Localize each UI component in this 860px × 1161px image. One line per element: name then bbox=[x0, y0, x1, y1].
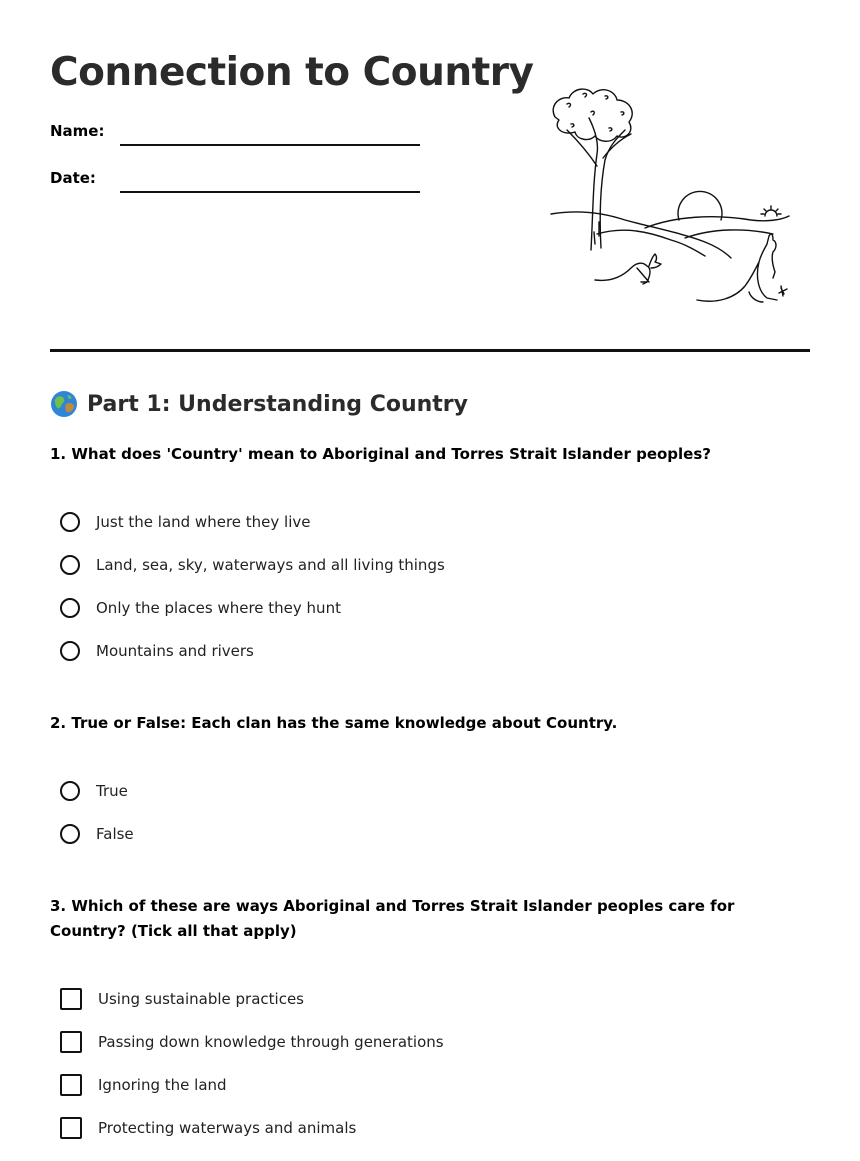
checkbox[interactable] bbox=[60, 1117, 82, 1139]
outback-landscape-illustration bbox=[545, 82, 795, 312]
radio-button[interactable] bbox=[60, 555, 80, 575]
q1-option-1[interactable] bbox=[60, 509, 310, 535]
option-label: Mountains and rivers bbox=[96, 642, 254, 660]
date-label: Date: bbox=[50, 169, 96, 187]
q1-option-2[interactable] bbox=[60, 552, 445, 578]
checkbox[interactable] bbox=[60, 1031, 82, 1053]
option-label: Using sustainable practices bbox=[98, 990, 304, 1008]
radio-button[interactable] bbox=[60, 781, 80, 801]
q1-option-4[interactable] bbox=[60, 638, 254, 664]
question-3: 3. Which of these are ways Aboriginal and Torres Strait Islander peoples care for Country? (Tick all that apply) bbox=[50, 897, 735, 940]
name-line[interactable] bbox=[120, 144, 420, 146]
option-label: Protecting waterways and animals bbox=[98, 1119, 357, 1137]
globe-icon bbox=[50, 390, 78, 418]
option-label: Land, sea, sky, waterways and all living things bbox=[96, 556, 445, 574]
date-field[interactable] bbox=[50, 169, 420, 199]
name-label: Name: bbox=[50, 122, 105, 140]
q2-option-false[interactable] bbox=[60, 821, 134, 847]
option-label: Passing down knowledge through generations bbox=[98, 1033, 444, 1051]
q3-option-4[interactable] bbox=[60, 1115, 356, 1141]
checkbox[interactable] bbox=[60, 988, 82, 1010]
radio-button[interactable] bbox=[60, 512, 80, 532]
worksheet-title: Connection to Country bbox=[50, 50, 534, 95]
option-label: Just the land where they live bbox=[96, 513, 311, 531]
date-line[interactable] bbox=[120, 191, 420, 193]
q3-option-3[interactable] bbox=[60, 1072, 227, 1098]
q3-option-1[interactable] bbox=[60, 986, 304, 1012]
q3-option-2[interactable] bbox=[60, 1029, 444, 1055]
question-2: 2. True or False: Each clan has the same knowledge about Country. bbox=[50, 714, 618, 732]
radio-button[interactable] bbox=[60, 824, 80, 844]
part1-heading bbox=[50, 388, 468, 420]
checkbox[interactable] bbox=[60, 1074, 82, 1096]
part1-heading-text: Part 1: Understanding Country bbox=[87, 391, 468, 417]
option-label: Ignoring the land bbox=[98, 1076, 227, 1094]
q1-option-3[interactable] bbox=[60, 595, 341, 621]
q2-option-true[interactable] bbox=[60, 778, 128, 804]
radio-button[interactable] bbox=[60, 641, 80, 661]
radio-button[interactable] bbox=[60, 598, 80, 618]
question-1: 1. What does 'Country' mean to Aboriginal and Torres Strait Islander peoples? bbox=[50, 445, 711, 463]
option-label: False bbox=[96, 825, 134, 843]
option-label: Only the places where they hunt bbox=[96, 599, 341, 617]
option-label: True bbox=[96, 782, 128, 800]
name-field[interactable] bbox=[50, 122, 420, 152]
header-divider bbox=[50, 349, 810, 352]
